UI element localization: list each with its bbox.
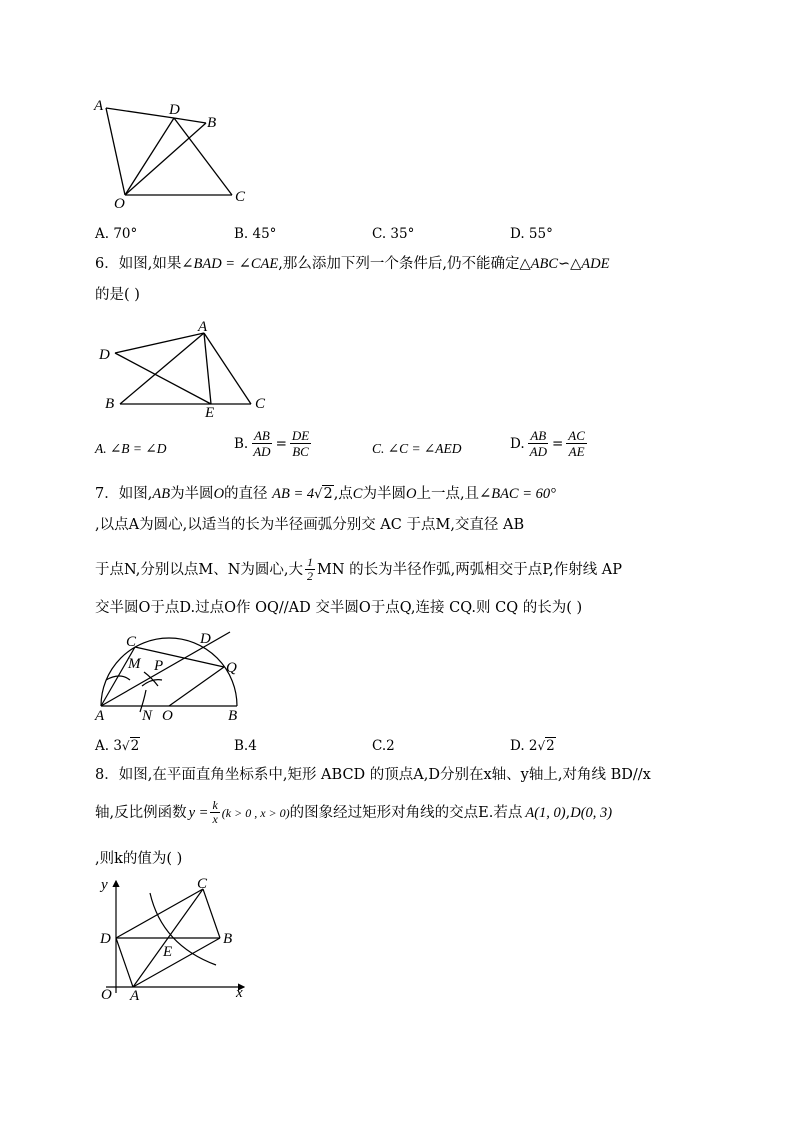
q7-label-q: Q bbox=[226, 660, 237, 676]
q5-label-d: D bbox=[169, 102, 180, 118]
q6-option-a: A. ∠B = ∠D bbox=[95, 441, 167, 456]
q7-stem-line2: ,以点A为圆心,以适当的长为半径画弧分别交 AC 于点M,交直径 AB bbox=[95, 517, 525, 533]
q6-label-b: B bbox=[105, 396, 115, 412]
q5-option-d: D. 55° bbox=[510, 226, 553, 242]
q7-label-m: M bbox=[128, 656, 141, 672]
q7-label-o: O bbox=[162, 708, 173, 724]
q7-label-d: D bbox=[200, 631, 211, 647]
q7-label-b: B bbox=[228, 708, 238, 724]
q6-option-b: B. $\frac{AB}{AD}$ = $\frac{DE}{BC}$ bbox=[234, 428, 310, 459]
q8-label-c: C bbox=[197, 876, 208, 892]
q6-option-d: D. $\frac{AB}{AD}$ = $\frac{AC}{AE}$ bbox=[510, 428, 585, 459]
q6-stem-line1: 6．如图,如果∠BAD = ∠CAE,那么添加下列一个条件后,仍不能确定△ABC∽△ADE bbox=[95, 256, 610, 272]
q6-figure bbox=[98, 315, 278, 420]
q7-option-a: A. 3√2 bbox=[95, 738, 140, 754]
q6-label-c: C bbox=[255, 396, 266, 412]
q8-label-d: D bbox=[100, 931, 111, 947]
q6-label-d: D bbox=[99, 347, 110, 363]
q8-label-e: E bbox=[163, 944, 173, 960]
q8-stem-line2: 轴,反比例函数 y = $\frac{k}{x}$ (k > 0 , x > 0) 的图象经过矩形对角线的交点E.若点 A(1, 0) , D(0, 3) bbox=[95, 798, 613, 826]
q7-label-c: C bbox=[126, 634, 137, 650]
q8-label-o: O bbox=[101, 987, 112, 1003]
q7-stem-line3: 于点N,分别以点M、N为圆心,大 $\frac{1}{2}$ MN 的长为半径作弧,两弧相交于点P,作射线 AP bbox=[95, 555, 623, 583]
q7-stem-line1: 7．如图,AB为半圆O的直径 AB = 4√2,点C为半圆O上一点,且∠BAC = 60° bbox=[95, 486, 556, 502]
q5-label-b: B bbox=[207, 115, 217, 131]
q6-label-a: A bbox=[198, 319, 208, 335]
q8-label-b: B bbox=[223, 931, 233, 947]
q8-label-a: A bbox=[130, 988, 140, 1004]
q7-label-p: P bbox=[154, 658, 164, 674]
q5-label-a: A bbox=[94, 98, 104, 114]
q5-option-c: C. 35° bbox=[372, 226, 415, 242]
q7-option-c: C.2 bbox=[372, 738, 395, 754]
q5-label-c: C bbox=[235, 189, 246, 205]
q7-label-a: A bbox=[95, 708, 105, 724]
q7-stem-line4: 交半圆O于点D.过点O作 OQ//AD 交半圆O于点Q,连接 CQ.则 CQ 的长为( ) bbox=[95, 600, 583, 616]
q8-label-y: y bbox=[101, 877, 108, 893]
q6-stem-line2: 的是( ) bbox=[95, 287, 140, 303]
q5-label-o: O bbox=[114, 196, 125, 212]
q7-option-b: B.4 bbox=[234, 738, 257, 754]
q6-option-c: C. ∠C = ∠AED bbox=[372, 441, 462, 456]
q6-label-e: E bbox=[205, 405, 215, 420]
q5-option-a: A. 70° bbox=[95, 226, 138, 242]
q8-figure bbox=[96, 875, 256, 1005]
q5-figure bbox=[90, 95, 260, 215]
q5-option-b: B. 45° bbox=[234, 226, 277, 242]
q7-option-d: D. 2√2 bbox=[510, 738, 555, 754]
q8-stem-line3: ,则k的值为( ) bbox=[95, 851, 183, 867]
q8-label-x: x bbox=[236, 985, 243, 1001]
q7-figure bbox=[92, 628, 252, 728]
q7-label-n: N bbox=[142, 708, 153, 724]
q8-stem-line1: 8．如图,在平面直角坐标系中,矩形 ABCD 的顶点A,D分别在x轴、y轴上,对角线 BD//x bbox=[95, 767, 651, 783]
